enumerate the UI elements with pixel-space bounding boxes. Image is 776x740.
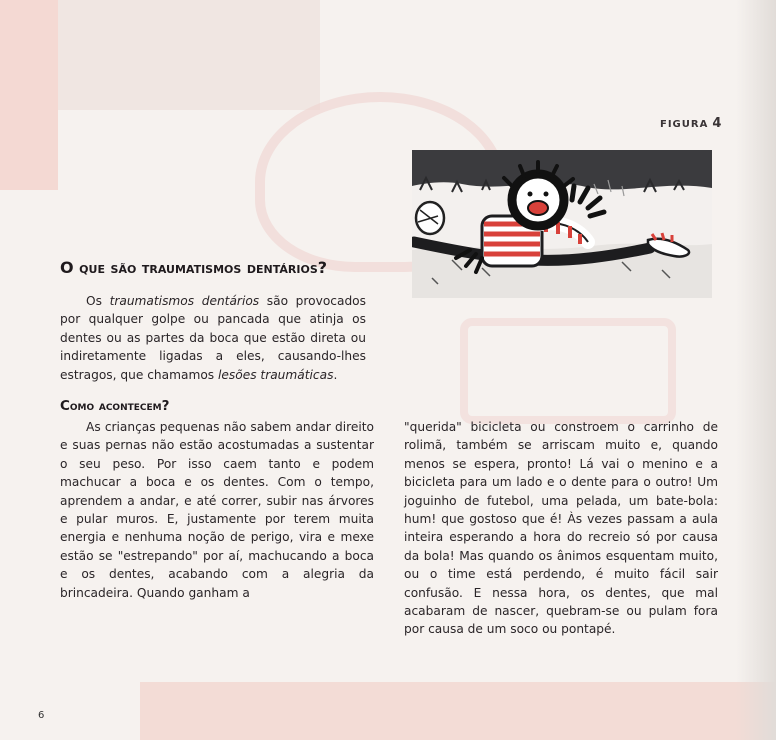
pink-footer-block (140, 682, 776, 740)
intro-paragraph: Os traumatismos dentários são provocados por qualquer golpe ou pancada que atinja os dentes ou as partes da boca que estão direta ou indiretamente ligadas a eles, causando-lhes estragos, que chamamos lesões traumáticas. (60, 294, 366, 382)
section-heading: O que são traumatismos dentários? (60, 258, 328, 277)
term-lesoes: lesões traumáticas (218, 367, 334, 382)
show-through-figure (460, 318, 676, 424)
page-number: 6 (38, 710, 45, 721)
page-gutter-shadow (736, 0, 776, 740)
section-subheading: Como acontecem? (60, 398, 170, 414)
figure-number: 4 (712, 116, 723, 131)
show-through-band (58, 0, 320, 110)
body-paragraph-column-1: As crianças pequenas não sabem andar direito e suas pernas não estão acostumadas a sustentar o seu peso. Por isso caem tanto e podem machucar a boca e os dentes. Com o tempo, aprendem a andar, e até correr, subir nas árvores e pular muros. E, justamente por terem muita energia e nenhuma noção de perigo, vira e mexe estão se "estrepando" por aí, machucando a boca e os dentes, acabando com a alegria da brincadeira. Quando ganham a (60, 420, 374, 600)
figure-label: FIGURA 4 (660, 116, 723, 131)
child-falling-bicycle-illustration (412, 150, 712, 298)
pink-corner-block (0, 0, 58, 190)
term-traumatismos: traumatismos dentários (109, 294, 260, 308)
figure-illustration (412, 150, 712, 298)
body-paragraph-column-2: "querida" bicicleta ou constroem o carrinho de rolimã, também se arriscam muito e, quando menos se espera, pronto! Lá vai o menino e a bicicleta para um lado e o dente para o outro! Um joguinho de futebol, uma pelada, um bate-bola: hum! que gostoso que é! Às vezes passam a aula inteira esperando a hora do recreio só por causa da bola! Mas quando os ânimos esquentam muito, ou o time está perdendo, é muito fácil sair confusão. E nessa hora, os dentes, que mal acabaram de nascer, quebram-se ou pulam fora por causa de um soco ou pontapé. (404, 420, 718, 637)
